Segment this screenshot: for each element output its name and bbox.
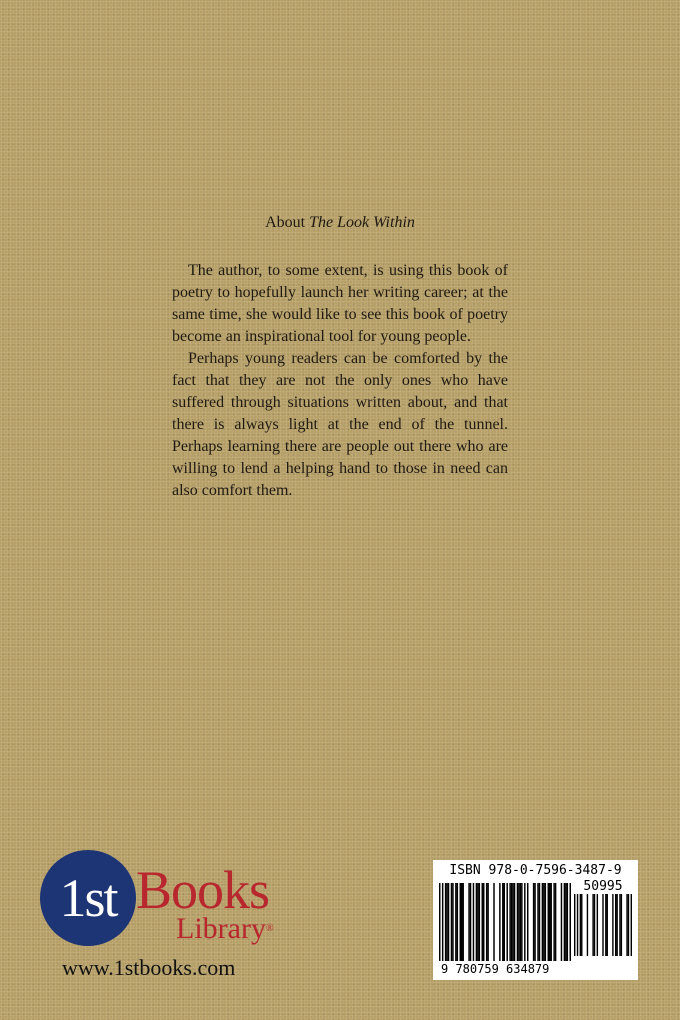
barcode-bar bbox=[483, 883, 484, 961]
barcode-bar bbox=[542, 883, 543, 961]
barcode-bar bbox=[452, 883, 453, 961]
barcode-bar bbox=[567, 883, 568, 961]
barcode-bar bbox=[439, 883, 440, 961]
logo-circle bbox=[40, 850, 136, 946]
ean-barcode-bars bbox=[439, 883, 571, 961]
barcode-bar bbox=[594, 894, 595, 956]
barcode-bar bbox=[580, 894, 581, 956]
barcode-bar bbox=[509, 883, 510, 961]
barcode-bar bbox=[537, 883, 538, 961]
barcode-bar bbox=[482, 883, 483, 961]
barcode-bar bbox=[555, 883, 556, 961]
barcode-bar bbox=[628, 894, 629, 956]
barcode-bar bbox=[592, 894, 593, 956]
blurb-paragraph-1: The author, to some extent, is using this book of poetry to hopefully launch her writing career; at the same time, she would like to see this book of poetry become an inspirational tool for young people. bbox=[172, 262, 508, 345]
isbn-barcode bbox=[433, 860, 638, 980]
barcode-bar bbox=[460, 883, 461, 961]
barcode-bar bbox=[445, 883, 446, 961]
barcode-bar bbox=[504, 883, 505, 961]
barcode-bar bbox=[612, 894, 613, 956]
trademark-symbol: ® bbox=[265, 923, 274, 934]
barcode-bar bbox=[621, 894, 622, 956]
barcode-bar bbox=[448, 883, 449, 961]
barcode-bar bbox=[486, 883, 487, 961]
barcode-bar bbox=[605, 894, 606, 956]
addon-number: 50995 bbox=[583, 879, 623, 894]
barcode-bar bbox=[462, 883, 463, 961]
logo-word: Books bbox=[136, 860, 270, 920]
barcode-bar bbox=[534, 883, 535, 961]
barcode-bar bbox=[520, 883, 521, 961]
barcode-bar bbox=[451, 883, 452, 961]
barcode-bar bbox=[455, 883, 456, 961]
barcode-bar bbox=[615, 894, 616, 956]
barcode-bar bbox=[502, 883, 503, 961]
barcode-bar bbox=[564, 883, 565, 961]
barcode-bar bbox=[533, 883, 534, 961]
barcode-bar bbox=[479, 883, 480, 961]
addon-barcode-bars bbox=[574, 894, 632, 956]
barcode-bar bbox=[543, 883, 544, 961]
barcode-bar bbox=[518, 883, 519, 961]
barcode-bar bbox=[512, 883, 513, 961]
barcode-bar bbox=[565, 883, 566, 961]
barcode-bar bbox=[574, 894, 575, 956]
barcode-bar bbox=[527, 883, 528, 961]
barcode-bar bbox=[619, 894, 620, 956]
back-cover-blurb bbox=[172, 214, 508, 502]
isbn-text: ISBN 978-0-7596-3487-9 bbox=[449, 863, 622, 878]
barcode-bar bbox=[468, 883, 469, 961]
barcode-bar bbox=[550, 883, 551, 961]
ean-digits: 9 780759 634879 bbox=[441, 962, 550, 976]
blurb-heading bbox=[172, 214, 508, 232]
blurb-paragraph-2: Perhaps young readers can be comforted by the fact that they are not the only ones who have suffered through situations written about, and that there is always light at the end of the tunnel. Perhaps learning there are people out there who are willing to lend a helping hand to those in need can also comfort them. bbox=[172, 350, 508, 499]
barcode-bar bbox=[587, 894, 588, 956]
barcode-bar bbox=[493, 883, 494, 961]
barcode-bar bbox=[517, 883, 518, 961]
barcode-bar bbox=[570, 883, 571, 961]
barcode-bar bbox=[597, 894, 598, 956]
barcode-bar bbox=[524, 883, 525, 961]
barcode-bar bbox=[499, 883, 500, 961]
barcode-bar bbox=[548, 883, 549, 961]
heading-prefix: About bbox=[265, 214, 306, 231]
barcode-bars bbox=[439, 880, 632, 961]
barcode-bar bbox=[631, 894, 632, 956]
barcode-bar bbox=[461, 883, 462, 961]
barcode-bar bbox=[473, 883, 474, 961]
barcode-bar bbox=[476, 883, 477, 961]
barcode-bar bbox=[616, 894, 617, 956]
addon-block bbox=[574, 880, 632, 961]
publisher-website: www.1stbooks.com bbox=[62, 955, 236, 980]
barcode-bar bbox=[539, 883, 540, 961]
barcode-bar bbox=[442, 883, 443, 961]
publisher-logo bbox=[40, 850, 300, 960]
barcode-bar bbox=[553, 883, 554, 961]
barcode-bar bbox=[545, 883, 546, 961]
barcode-bar bbox=[626, 894, 627, 956]
barcode-bar bbox=[581, 894, 582, 956]
barcode-bar bbox=[487, 883, 488, 961]
barcode-bar bbox=[549, 883, 550, 961]
logo-number: 1st bbox=[59, 868, 117, 928]
barcode-bar bbox=[446, 883, 447, 961]
logo-library-text: Library bbox=[176, 912, 266, 945]
logo-sub bbox=[176, 914, 274, 944]
barcode-bar bbox=[607, 894, 608, 956]
barcode-bar bbox=[477, 883, 478, 961]
barcode-bar bbox=[470, 883, 471, 961]
barcode-bar bbox=[561, 883, 562, 961]
barcode-bar bbox=[511, 883, 512, 961]
barcode-bar bbox=[577, 894, 578, 956]
book-title: The Look Within bbox=[309, 214, 415, 231]
barcode-bar bbox=[457, 883, 458, 961]
barcode-bar bbox=[506, 883, 507, 961]
barcode-bar bbox=[514, 883, 515, 961]
barcode-bar bbox=[521, 883, 522, 961]
barcode-bar bbox=[602, 894, 603, 956]
